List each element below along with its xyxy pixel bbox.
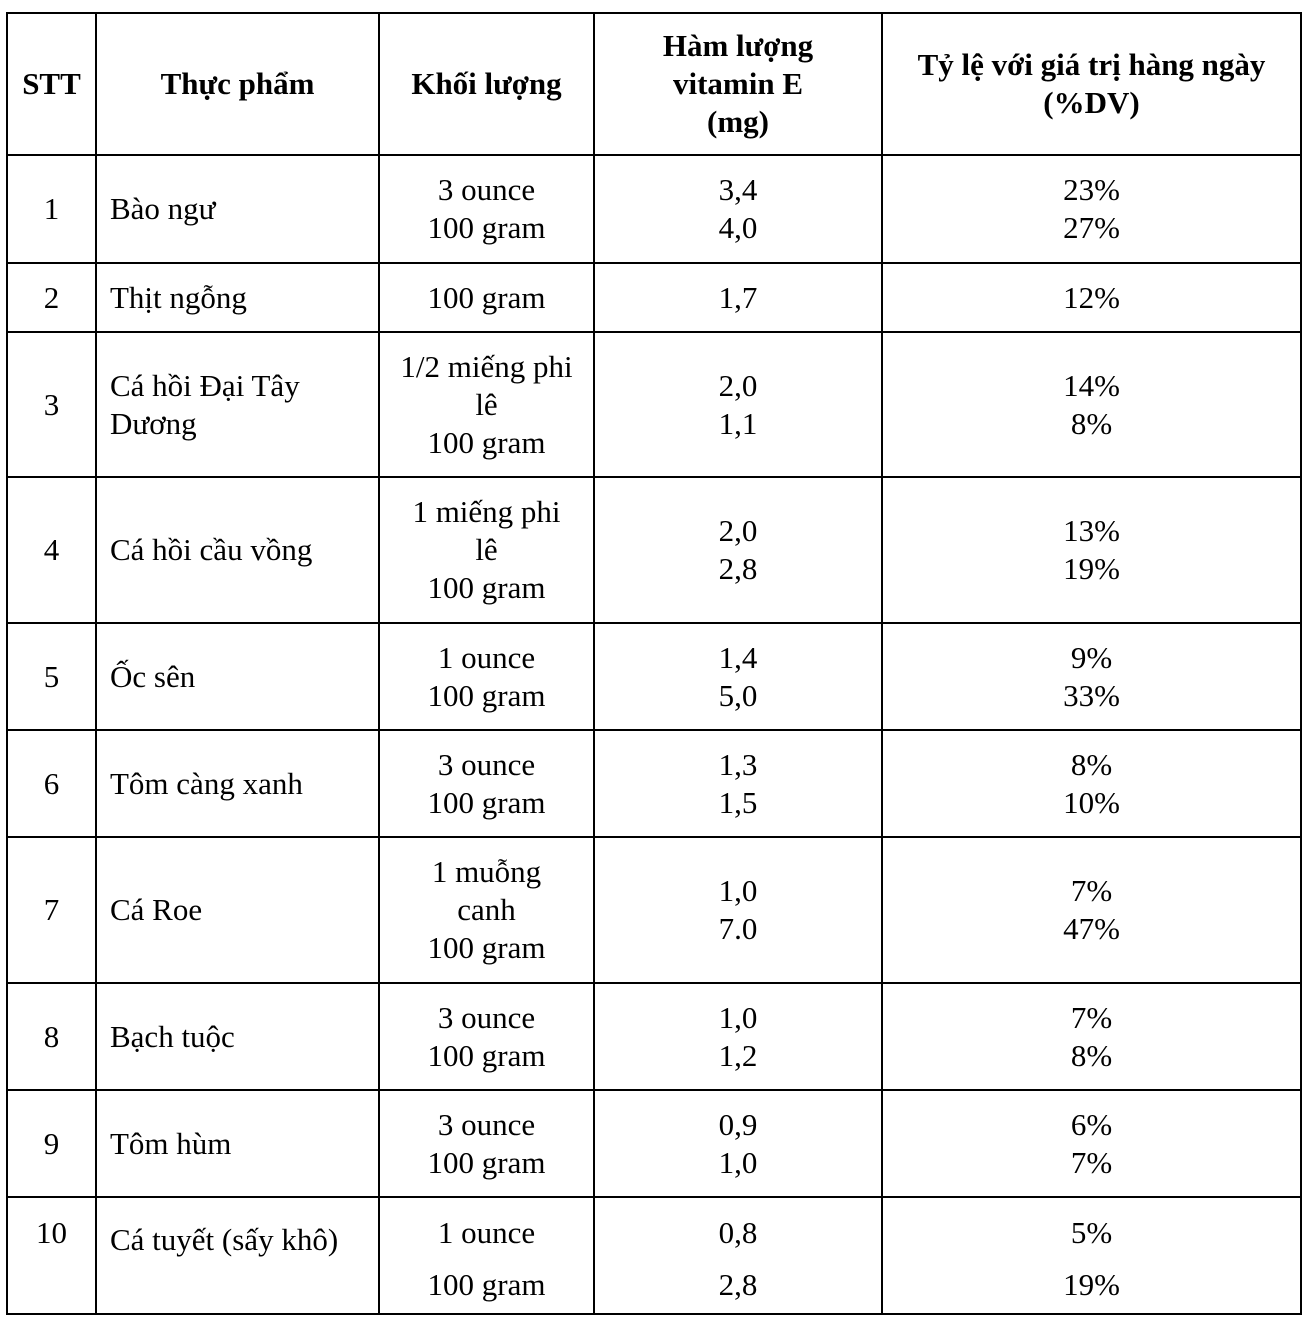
- cell-amount: [379, 155, 594, 263]
- header-dv-line: (%DV): [1043, 85, 1140, 120]
- cell-vitamin-line: 3,4: [718, 172, 758, 207]
- cell-dv-line: 19%: [1063, 551, 1120, 586]
- cell-amount-line: 1 ounce: [437, 639, 536, 675]
- table-row: [7, 623, 1301, 730]
- cell-vitamin-line: 1,0: [718, 873, 758, 908]
- cell-stt: 6: [7, 730, 96, 837]
- cell-amount: [379, 730, 594, 837]
- cell-vitamin: [594, 730, 882, 837]
- table-row: [7, 155, 1301, 263]
- cell-amount-line: 100 gram: [427, 1144, 546, 1180]
- cell-vitamin-line: 0,9: [718, 1106, 758, 1142]
- cell-vitamin: [594, 155, 882, 263]
- cell-dv: [882, 332, 1301, 477]
- table-row: [7, 1090, 1301, 1197]
- cell-food-line: Bào ngư: [110, 191, 216, 226]
- cell-vitamin: [594, 332, 882, 477]
- cell-vitamin: [594, 477, 882, 623]
- cell-food: [96, 263, 379, 332]
- cell-amount-line: 100 gram: [427, 279, 546, 315]
- cell-food: [96, 983, 379, 1090]
- cell-dv-line: 7%: [1070, 999, 1113, 1035]
- cell-food-line: Cá Roe: [110, 892, 203, 927]
- cell-vitamin-line: 2,0: [718, 513, 758, 548]
- cell-vitamin-line: 4,0: [718, 210, 758, 245]
- cell-vitamin: [594, 1197, 882, 1314]
- cell-dv-line: 6%: [1070, 1106, 1113, 1142]
- header-vitamin: [594, 13, 882, 155]
- table-row: [7, 837, 1301, 983]
- cell-vitamin-line: 1,7: [718, 279, 758, 315]
- cell-dv-line: 12%: [1063, 279, 1120, 315]
- cell-amount: [379, 1197, 594, 1314]
- table-row: [7, 983, 1301, 1090]
- cell-amount-line: 3 ounce: [437, 999, 536, 1035]
- cell-dv-line: 27%: [1063, 210, 1120, 245]
- cell-amount-line: 3 ounce: [437, 746, 536, 782]
- cell-amount: [379, 263, 594, 332]
- cell-food: [96, 1197, 379, 1314]
- header-amount: Khối lượng: [379, 13, 594, 155]
- cell-stt: 5: [7, 623, 96, 730]
- cell-vitamin-line: 1,0: [718, 999, 758, 1035]
- cell-amount: [379, 477, 594, 623]
- cell-amount-line: 100 gram: [427, 424, 546, 460]
- cell-vitamin-line: 2,0: [718, 367, 758, 403]
- cell-dv: [882, 983, 1301, 1090]
- cell-amount-line: canh: [457, 892, 516, 927]
- cell-dv-line: 7%: [1070, 1144, 1113, 1180]
- cell-vitamin-line: 1,1: [718, 405, 758, 441]
- cell-amount-line: 100 gram: [427, 570, 546, 605]
- cell-stt: 4: [7, 477, 96, 623]
- cell-dv-line: 19%: [1063, 1267, 1120, 1302]
- cell-vitamin-line: 1,2: [718, 1037, 758, 1073]
- cell-dv-line: 7%: [1070, 873, 1113, 908]
- vitamin-e-table: [6, 12, 1302, 1315]
- table-body: [7, 155, 1301, 1314]
- cell-amount-line: lê: [475, 532, 498, 567]
- cell-food: [96, 730, 379, 837]
- cell-food-line: Cá tuyết (sấy khô): [110, 1222, 339, 1257]
- header-vitamin-line: vitamin E: [672, 66, 804, 101]
- cell-dv: [882, 623, 1301, 730]
- cell-dv-line: 13%: [1063, 513, 1120, 548]
- cell-stt: 9: [7, 1090, 96, 1197]
- cell-vitamin: [594, 837, 882, 983]
- cell-dv: [882, 837, 1301, 983]
- cell-dv-line: 33%: [1063, 677, 1120, 713]
- cell-stt: 3: [7, 332, 96, 477]
- cell-amount: [379, 332, 594, 477]
- cell-food: [96, 1090, 379, 1197]
- cell-vitamin-line: 1,3: [718, 746, 758, 782]
- cell-amount-line: 100 gram: [427, 784, 546, 820]
- cell-dv: [882, 1197, 1301, 1314]
- cell-amount: [379, 1090, 594, 1197]
- cell-dv-line: 14%: [1063, 367, 1120, 403]
- cell-food: [96, 477, 379, 623]
- cell-dv: [882, 155, 1301, 263]
- cell-stt: 1: [7, 155, 96, 263]
- cell-amount: [379, 837, 594, 983]
- header-vitamin-line: (mg): [707, 104, 769, 139]
- cell-food: [96, 332, 379, 477]
- cell-vitamin-line: 1,4: [718, 639, 758, 675]
- header-row: [7, 13, 1301, 155]
- cell-dv: [882, 263, 1301, 332]
- cell-amount-line: 1 muỗng: [431, 854, 542, 889]
- cell-vitamin-line: 2,8: [718, 1267, 758, 1302]
- cell-dv-line: 23%: [1063, 172, 1120, 207]
- cell-amount-line: 100 gram: [427, 1037, 546, 1073]
- cell-food: [96, 837, 379, 983]
- cell-food-line: Cá hồi cầu vồng: [110, 532, 313, 567]
- cell-food-line: Tôm càng xanh: [110, 765, 303, 801]
- cell-dv-line: 8%: [1070, 405, 1113, 441]
- cell-dv: [882, 1090, 1301, 1197]
- cell-dv-line: 10%: [1063, 784, 1120, 820]
- cell-food-line: Cá hồi Đại Tây: [110, 367, 300, 403]
- cell-food-line: Bạch tuộc: [110, 1018, 235, 1054]
- cell-vitamin-line: 5,0: [718, 677, 758, 713]
- cell-stt: 2: [7, 263, 96, 332]
- cell-dv-line: 5%: [1070, 1215, 1113, 1250]
- cell-stt: 10: [7, 1197, 96, 1314]
- cell-food-line: Dương: [110, 405, 197, 441]
- cell-amount-line: 100 gram: [427, 930, 546, 965]
- cell-food: [96, 155, 379, 263]
- cell-dv-line: 9%: [1070, 639, 1113, 675]
- cell-food-line: Thịt ngỗng: [110, 279, 247, 315]
- cell-amount-line: 3 ounce: [437, 1106, 536, 1142]
- header-food: Thực phẩm: [96, 13, 379, 155]
- cell-amount-line: 1 miếng phi: [412, 494, 561, 529]
- cell-amount-line: 100 gram: [427, 677, 546, 713]
- cell-amount-line: 100 gram: [427, 1267, 546, 1302]
- cell-dv-line: 47%: [1063, 911, 1120, 946]
- cell-vitamin: [594, 623, 882, 730]
- cell-amount-line: 100 gram: [427, 210, 546, 245]
- cell-vitamin: [594, 983, 882, 1090]
- header-dv: [882, 13, 1301, 155]
- cell-vitamin: [594, 1090, 882, 1197]
- cell-amount-line: 3 ounce: [437, 172, 536, 207]
- cell-vitamin-line: 1,0: [718, 1144, 758, 1180]
- header-dv-line: Tỷ lệ với giá trị hàng ngày: [917, 47, 1266, 82]
- cell-vitamin-line: 1,5: [718, 784, 758, 820]
- table-row: [7, 263, 1301, 332]
- cell-vitamin-line: 0,8: [718, 1215, 758, 1250]
- table-row: [7, 1197, 1301, 1314]
- cell-dv: [882, 477, 1301, 623]
- cell-food: [96, 623, 379, 730]
- cell-amount: [379, 623, 594, 730]
- header-vitamin-line: Hàm lượng: [662, 28, 814, 63]
- cell-stt: 8: [7, 983, 96, 1090]
- table-row: [7, 332, 1301, 477]
- cell-vitamin: [594, 263, 882, 332]
- cell-vitamin-line: 2,8: [718, 551, 758, 586]
- table-row: [7, 730, 1301, 837]
- cell-stt: 7: [7, 837, 96, 983]
- cell-food-line: Ốc sên: [110, 658, 196, 694]
- cell-food-line: Tôm hùm: [110, 1125, 232, 1161]
- cell-vitamin-line: 7.0: [718, 911, 758, 946]
- cell-dv: [882, 730, 1301, 837]
- header-stt: STT: [7, 13, 96, 155]
- cell-dv-line: 8%: [1070, 1037, 1113, 1073]
- table-row: [7, 477, 1301, 623]
- cell-dv-line: 8%: [1070, 746, 1113, 782]
- cell-amount-line: 1/2 miếng phi: [400, 348, 573, 384]
- cell-amount: [379, 983, 594, 1090]
- cell-amount-line: lê: [475, 386, 498, 422]
- cell-amount-line: 1 ounce: [437, 1215, 536, 1250]
